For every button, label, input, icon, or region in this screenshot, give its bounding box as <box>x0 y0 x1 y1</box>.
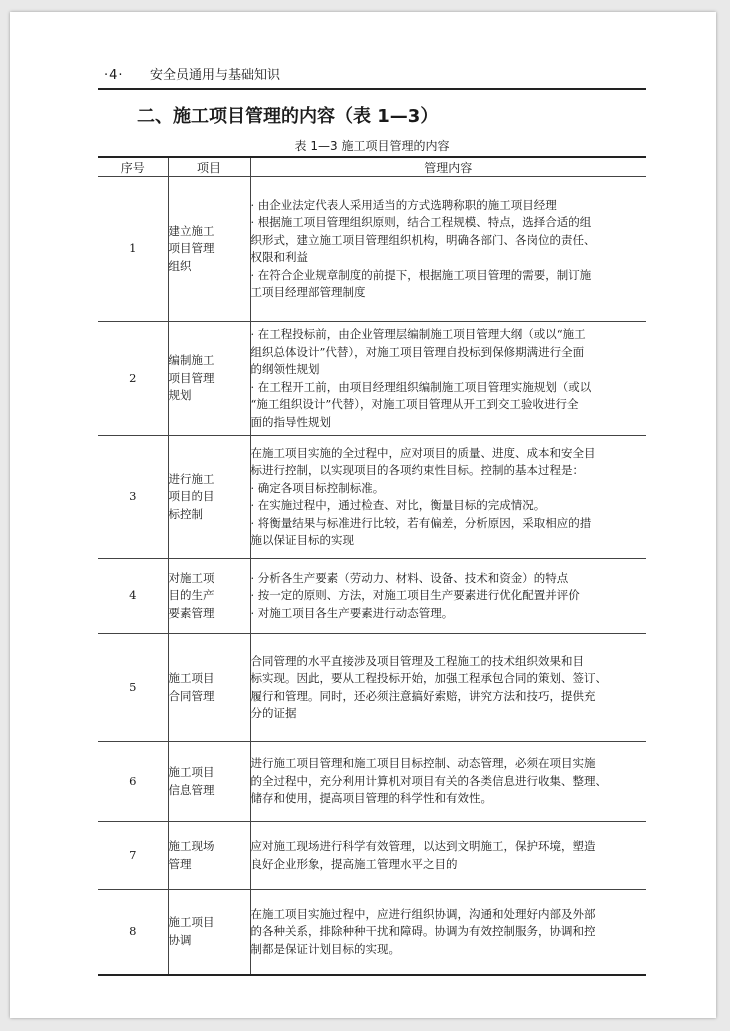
column-header-number: 序号 <box>98 157 168 177</box>
content-line: 制都是保证计划目标的实现。 <box>250 941 400 956</box>
row-item <box>168 559 250 634</box>
row-content <box>250 634 646 742</box>
row-number: 4 <box>98 559 168 634</box>
item-line: 目的生产 <box>168 588 215 603</box>
row-number: 2 <box>98 322 168 436</box>
table-body <box>98 177 646 975</box>
row-item <box>168 742 250 822</box>
item-line: 施工项目 <box>168 765 215 779</box>
row-item <box>168 322 250 436</box>
column-header-item: 项目 <box>168 157 250 177</box>
content-line: 组织总体设计”代替），对施工项目管理自投标到保修期满进行全面 <box>250 344 585 359</box>
content-line: · 根据施工项目管理组织原则，结合工程规模、特点，选择合适的组 <box>250 215 592 229</box>
row-number: 1 <box>98 177 168 322</box>
content-line: · 对施工项目各生产要素进行动态管理。 <box>250 605 454 620</box>
content-line: 施以保证目标的实现 <box>250 533 354 547</box>
content-line: 工项目经理部管理制度 <box>250 285 366 299</box>
management-content-table <box>98 156 646 976</box>
item-line: 项目的目 <box>168 489 215 504</box>
content-line: 良好企业形象，提高施工管理水平之目的 <box>250 856 458 871</box>
item-line: 协调 <box>168 932 192 947</box>
book-title: 安全员通用与基础知识 <box>150 68 281 83</box>
item-line: 项目管理 <box>168 241 215 256</box>
content-line: 在施工项目实施过程中，应进行组织协调，沟通和处理好内部及外部 <box>250 906 596 921</box>
row-content <box>250 322 646 436</box>
content-line: 储存和使用，提高项目管理的科学性和有效性。 <box>250 791 492 806</box>
content-line: 合同管理的水平直接涉及项目管理及工程施工的技术组织效果和目 <box>250 653 584 668</box>
row-item <box>168 634 250 742</box>
content-line: · 确定各项目标控制标准。 <box>250 480 385 495</box>
content-line: “施工组织设计”代替），对施工项目管理从开工到交工验收进行全 <box>250 397 579 411</box>
content-line: · 分析各生产要素（劳动力、材料、设备、技术和资金）的特点 <box>250 570 569 585</box>
row-item <box>168 822 250 890</box>
item-line: 施工现场 <box>168 839 215 853</box>
running-header <box>98 66 646 90</box>
content-line: · 在工程开工前，由项目经理组织编制施工项目管理实施规划（或以 <box>250 379 592 394</box>
content-line: · 在实施过程中，通过检查、对比，衡量目标的完成情况。 <box>250 498 546 512</box>
content-line: 在施工项目实施的全过程中，应对项目的质量、进度、成本和安全目 <box>250 445 596 460</box>
item-line: 组织 <box>168 258 192 273</box>
item-line: 标控制 <box>168 506 203 521</box>
content-line: 的纲领性规划 <box>250 362 320 376</box>
item-line: 对施工项 <box>168 570 215 585</box>
document-page <box>10 12 716 1018</box>
content-line: 标进行控制，以实现项目的各项约束性目标。控制的基本过程是： <box>250 463 584 477</box>
item-line: 合同管理 <box>168 688 215 703</box>
table-row <box>98 890 646 975</box>
row-item <box>168 436 250 559</box>
item-line: 编制施工 <box>168 353 215 368</box>
row-content <box>250 177 646 322</box>
row-content <box>250 559 646 634</box>
item-line: 施工项目 <box>168 915 215 930</box>
table-row <box>98 436 646 559</box>
content-line: 履行和管理。同时，还必须注意搞好索赔，讲究方法和技巧，提供充 <box>250 688 596 703</box>
item-line: 项目管理 <box>168 370 215 385</box>
table-row <box>98 634 646 742</box>
content-line: 应对施工现场进行科学有效管理，以达到文明施工，保护环境，塑造 <box>250 839 596 853</box>
content-line: · 在工程投标前，由企业管理层编制施工项目管理大纲（或以“施工 <box>250 327 586 341</box>
table-header-row <box>98 157 646 177</box>
item-line: 规划 <box>168 388 192 403</box>
content-line: 面的指导性规划 <box>250 414 331 429</box>
table-row <box>98 742 646 822</box>
page-number: ·4· <box>104 68 124 83</box>
row-content <box>250 822 646 890</box>
item-line: 建立施工 <box>168 223 215 238</box>
row-number: 8 <box>98 890 168 975</box>
content-line: 的各种关系，排除种种干扰和障碍。协调为有效控制服务，协调和控 <box>250 924 596 938</box>
content-line: · 在符合企业规章制度的前提下，根据施工项目管理的需要，制订施 <box>250 267 592 282</box>
table-row <box>98 559 646 634</box>
row-content <box>250 890 646 975</box>
table-row <box>98 177 646 322</box>
item-line: 施工项目 <box>168 671 215 685</box>
content-line: · 将衡量结果与标准进行比较，若有偏差，分析原因，采取相应的措 <box>250 515 592 530</box>
row-content <box>250 436 646 559</box>
table-row <box>98 822 646 890</box>
item-line: 进行施工 <box>168 471 215 486</box>
content-line: 分的证据 <box>250 706 297 720</box>
row-number: 5 <box>98 634 168 742</box>
content-line: 织形式，建立施工项目管理组织机构，明确各部门、各岗位的责任、 <box>250 232 596 247</box>
row-number: 6 <box>98 742 168 822</box>
item-line: 要素管理 <box>168 605 215 620</box>
row-content <box>250 742 646 822</box>
column-header-content: 管理内容 <box>250 157 646 177</box>
table-caption: 表 1—3 施工项目管理的内容 <box>294 139 450 153</box>
content-line: · 由企业法定代表人采用适当的方式选聘称职的施工项目经理 <box>250 197 557 212</box>
content-line: 进行施工项目管理和施工项目目标控制、动态管理，必须在项目实施 <box>250 756 596 771</box>
item-line: 信息管理 <box>168 782 215 797</box>
table-row <box>98 322 646 436</box>
item-line: 管理 <box>168 856 192 871</box>
row-item <box>168 177 250 322</box>
row-number: 3 <box>98 436 168 559</box>
content-line: 的全过程中，充分利用计算机对项目有关的各类信息进行收集、整理、 <box>250 773 607 788</box>
content-line: · 按一定的原则、方法，对施工项目生产要素进行优化配置并评价 <box>250 588 580 603</box>
section-heading: 二、施工项目管理的内容（表 1—3） <box>137 106 439 127</box>
content-line: 标实现。因此，要从工程投标开始，加强工程承包合同的策划、签订、 <box>250 671 607 685</box>
row-number: 7 <box>98 822 168 890</box>
row-item <box>168 890 250 975</box>
content-line: 权限和利益 <box>250 250 308 264</box>
